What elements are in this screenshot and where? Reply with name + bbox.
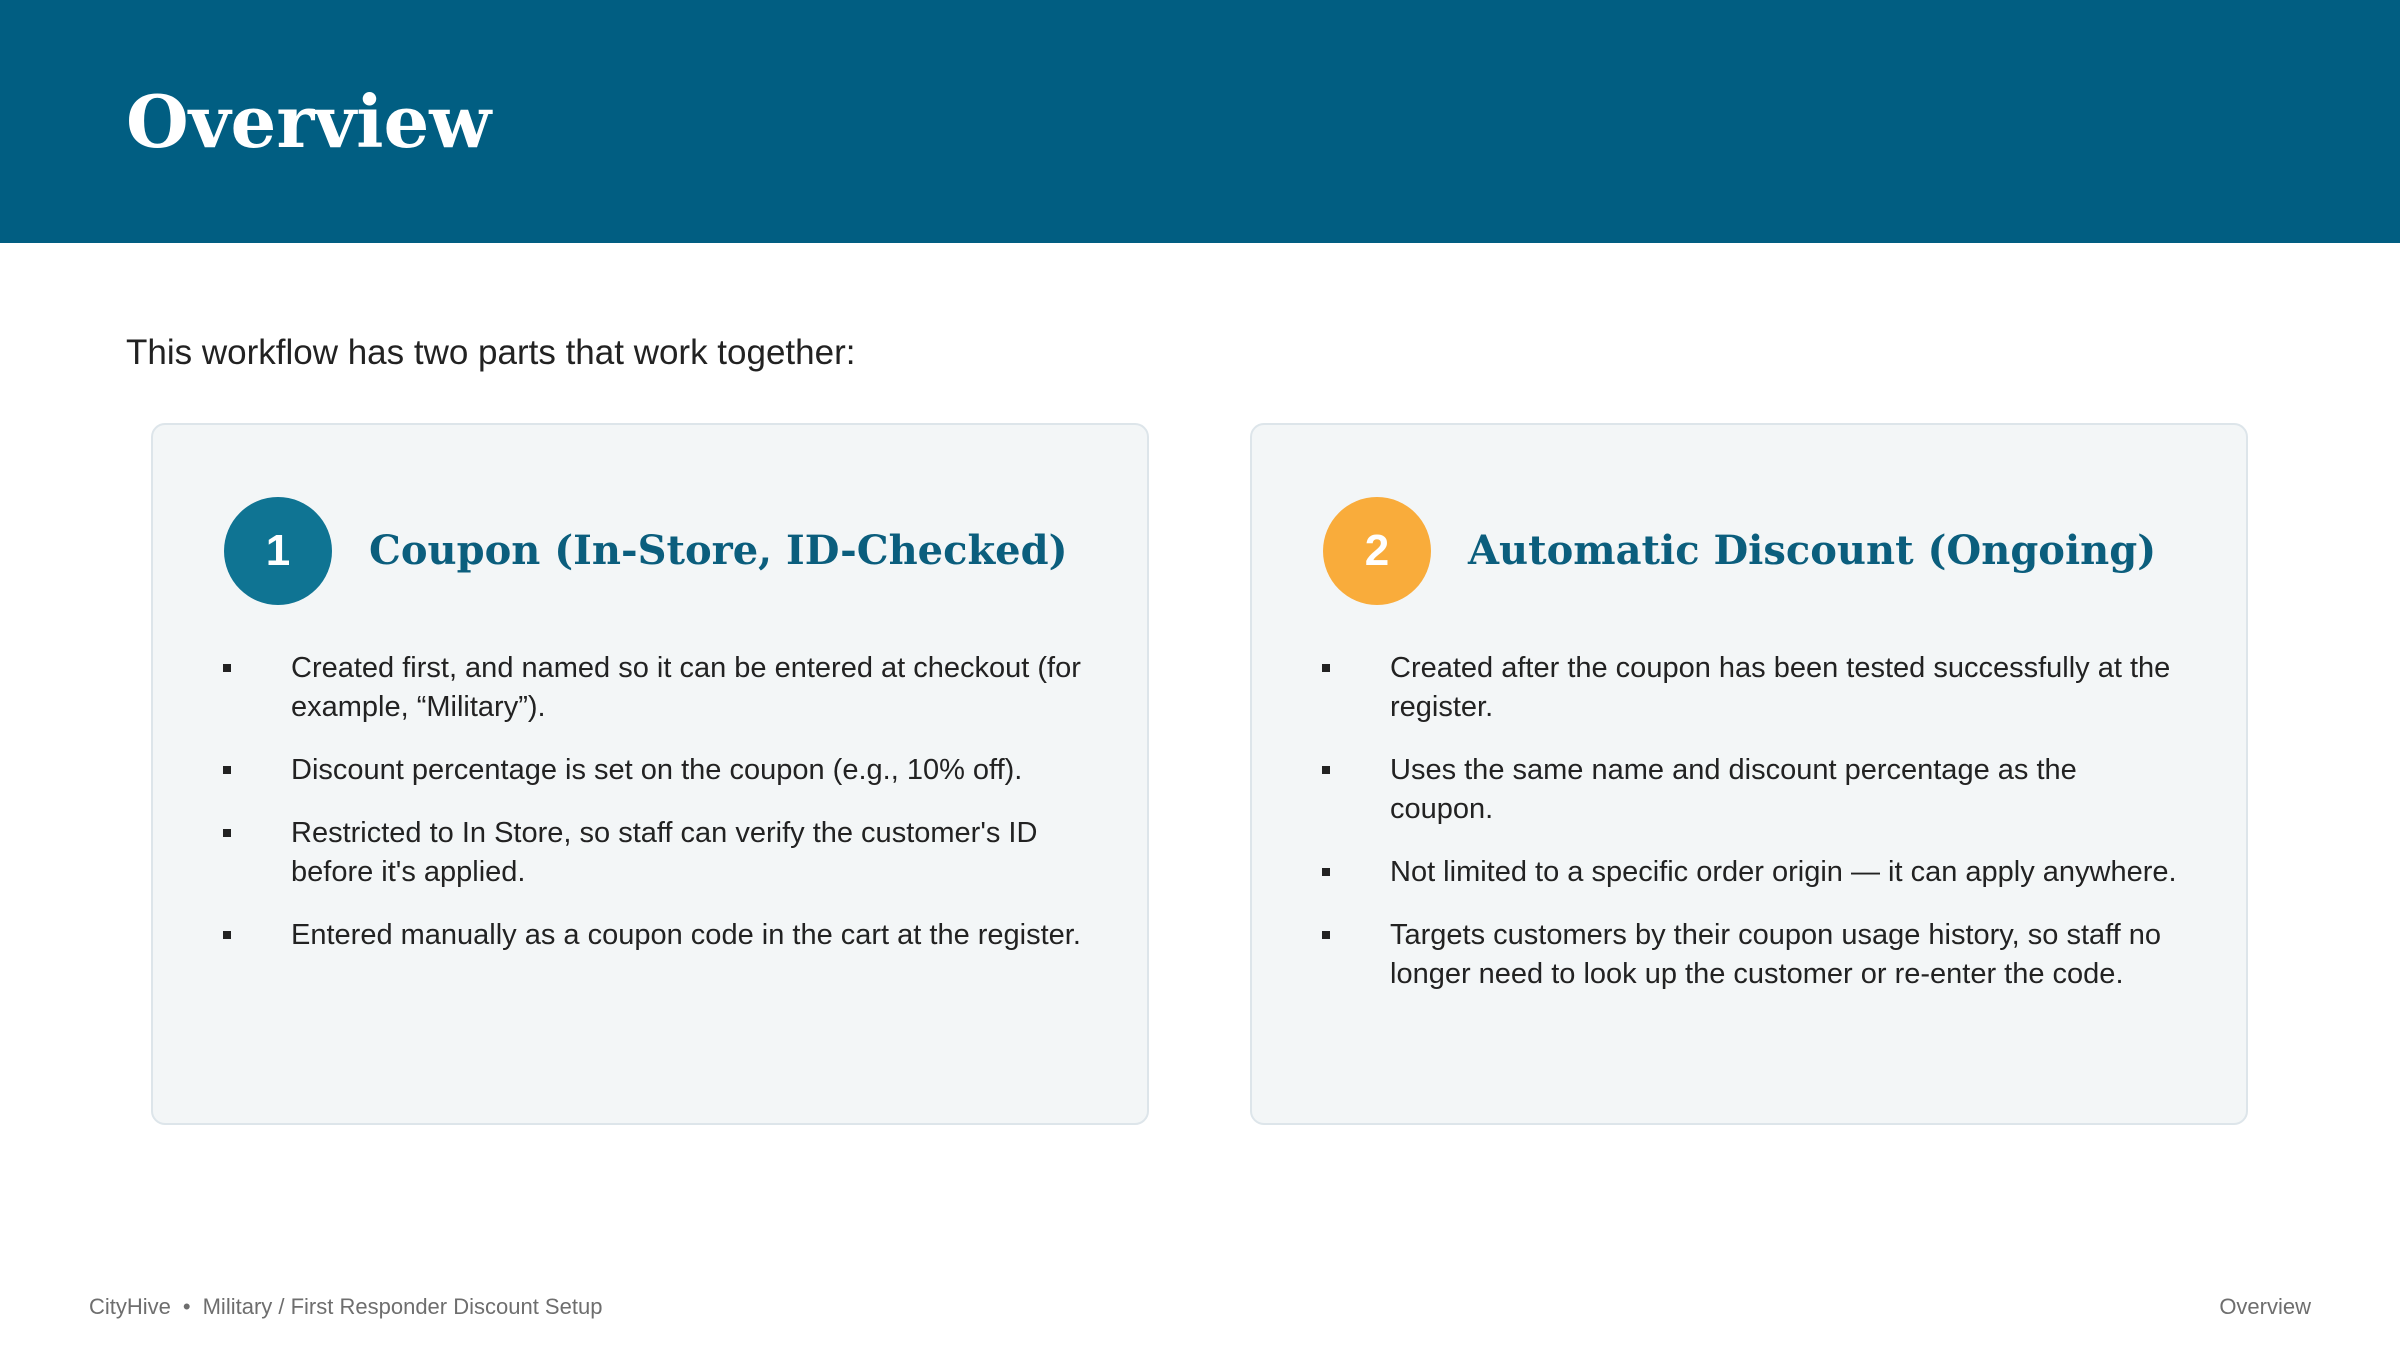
card-title-automatic-discount: Automatic Discount (Ongoing) [1468,527,2157,574]
square-bullet-icon [1322,868,1330,876]
bullet-text: Created after the coupon has been tested successfully at the register. [1390,652,2171,723]
square-bullet-icon [223,931,231,939]
bullet-item [1322,916,2182,994]
step-badge-1: 1 [224,497,332,605]
bullet-text: Restricted to In Store, so staff can verify the customer's ID before it's applied. [291,817,1038,888]
bullet-item [1322,853,2182,892]
footer-separator: • [182,1294,191,1319]
bullet-item [223,649,1083,727]
bullet-item [1322,649,2182,727]
bullet-text: Targets customers by their coupon usage history, so staff no longer need to look up the customer or re-enter the code. [1390,919,2162,990]
footer-section: Overview [2219,1294,2311,1319]
square-bullet-icon [1322,931,1330,939]
bullet-text: Not limited to a specific order origin — it can apply anywhere. [1390,856,2177,888]
square-bullet-icon [223,664,231,672]
bullet-item [223,751,1083,790]
intro-text: This workflow has two parts that work together: [126,333,856,372]
square-bullet-icon [1322,766,1330,774]
bullet-item [223,814,1083,892]
card-automatic-discount [1250,423,2248,1125]
header-band [0,0,2400,243]
step-badge-2: 2 [1323,497,1431,605]
square-bullet-icon [223,766,231,774]
bullet-text: Entered manually as a coupon code in the cart at the register. [291,919,1081,951]
bullet-list-automatic-discount [1322,649,2182,1018]
bullet-text: Discount percentage is set on the coupon (e.g., 10% off). [291,754,1023,786]
bullet-list-coupon [223,649,1083,979]
card-title-coupon: Coupon (In-Store, ID-Checked) [369,527,1068,574]
square-bullet-icon [1322,664,1330,672]
bullet-item [223,916,1083,955]
footer-brand: CityHive [89,1294,171,1319]
page-title: Overview [126,79,492,164]
bullet-text: Uses the same name and discount percentage as the coupon. [1390,754,2077,825]
footer-document-title: Military / First Responder Discount Setup [202,1294,603,1319]
card-coupon [151,423,1149,1125]
bullet-text: Created first, and named so it can be entered at checkout (for example, “Military”). [291,652,1081,723]
footer-left [89,1293,602,1321]
square-bullet-icon [223,829,231,837]
bullet-item [1322,751,2182,829]
